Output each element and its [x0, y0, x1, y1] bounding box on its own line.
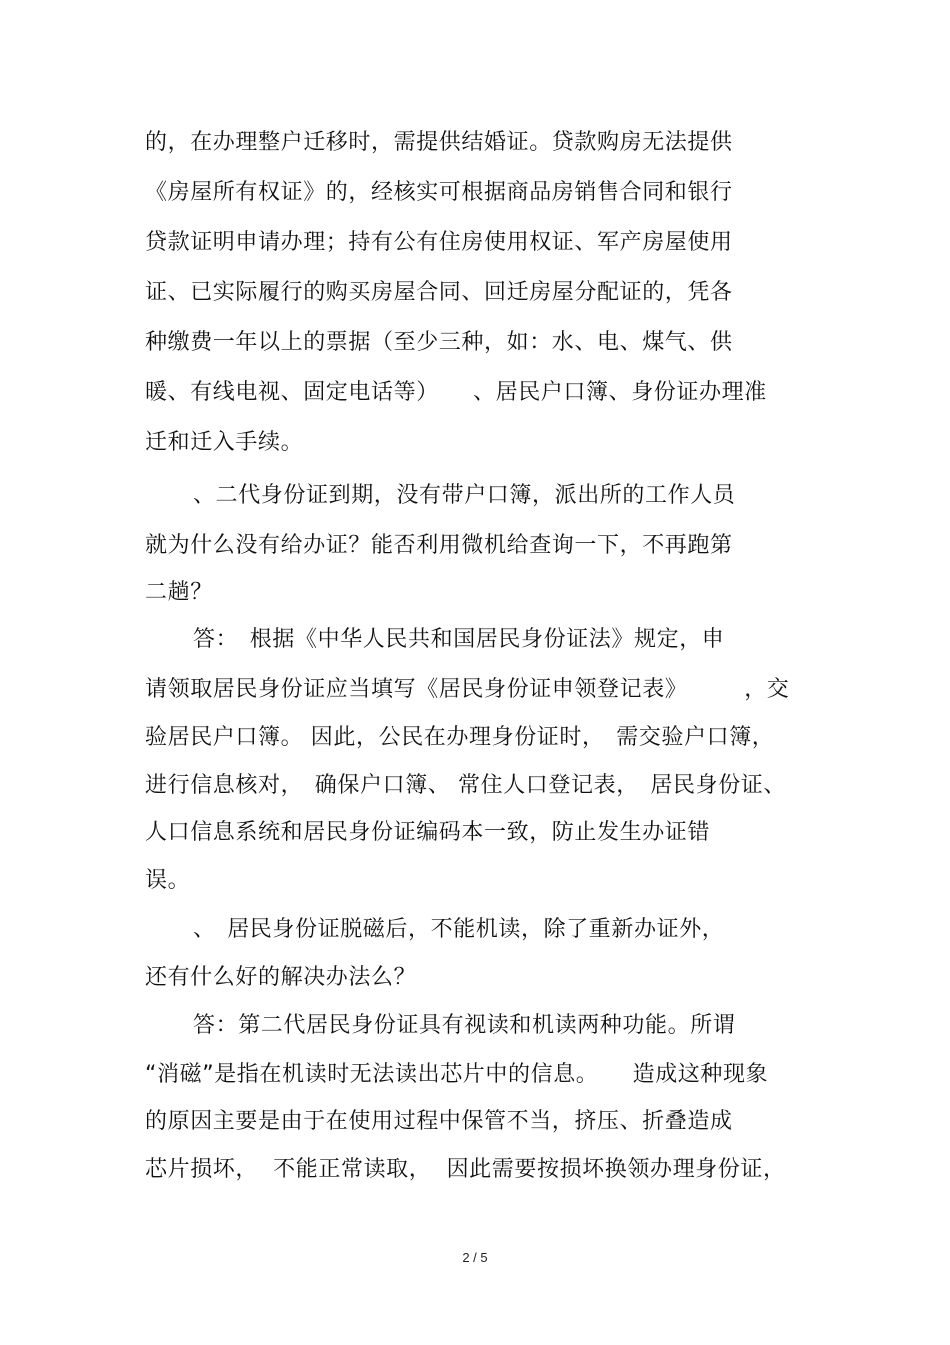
text-line: 贷款证明申请办理；持有公有住房使用权证、军产房屋使用 [145, 230, 733, 255]
text-line: 的，在办理整户迁移时，需提供结婚证。贷款购房无法提供 [145, 130, 733, 155]
text-line: 证、已实际履行的购买房屋合同、回迁房屋分配证的，凭各 [145, 280, 733, 305]
answer-line: 答：第二代居民身份证具有视读和机读两种功能。所谓 [193, 1013, 736, 1038]
question-heading: 、二代身份证到期，没有带户口簿，派出所的工作人员 [193, 483, 736, 508]
answer-line: 答： 根据《中华人民共和国居民身份证法》规定，申 [193, 627, 725, 652]
text-line: 就为什么没有给办证？能否利用微机给查询一下，不再跑第 [145, 533, 733, 558]
text-line: 人口信息系统和居民身份证编码本一致，防止发生办证错 [145, 820, 711, 845]
text-line: 《房屋所有权证》的，经核实可根据商品房销售合同和银行 [145, 180, 733, 205]
text-line: 验居民户口簿。 因此，公民在办理身份证时， 需交验户口簿， [145, 725, 775, 750]
question-heading: 、 居民身份证脱磁后，不能机读，除了重新办证外， [193, 917, 725, 942]
text-line: 种缴费一年以上的票据（至少三种，如：水、电、煤气、供 [145, 330, 733, 355]
text-line: 芯片损坏， 不能正常读取， 因此需要按损坏换领办理身份证， [145, 1157, 786, 1182]
page-number: 2 / 5 [462, 1250, 488, 1265]
text-line: 进行信息核对， 确保户口簿、 常住人口登记表， 居民身份证、 [145, 773, 786, 798]
text-line: “消磁”是指在机读时无法读出芯片中的信息。 造成这种现象 [145, 1062, 769, 1087]
text-line: 请领取居民身份证应当填写《居民身份证申领登记表》 ，交 [145, 677, 790, 702]
text-line: 暖、有线电视、固定电话等） 、居民户口簿、身份证办理准 [145, 380, 767, 405]
text-line: 二趟？ [145, 580, 213, 605]
text-line: 还有什么好的解决办法么？ [145, 965, 417, 990]
text-line: 迁和迁入手续。 [145, 430, 304, 455]
text-line: 的原因主要是由于在使用过程中保管不当，挤压、折叠造成 [145, 1109, 733, 1134]
text-line: 误。 [145, 868, 191, 893]
